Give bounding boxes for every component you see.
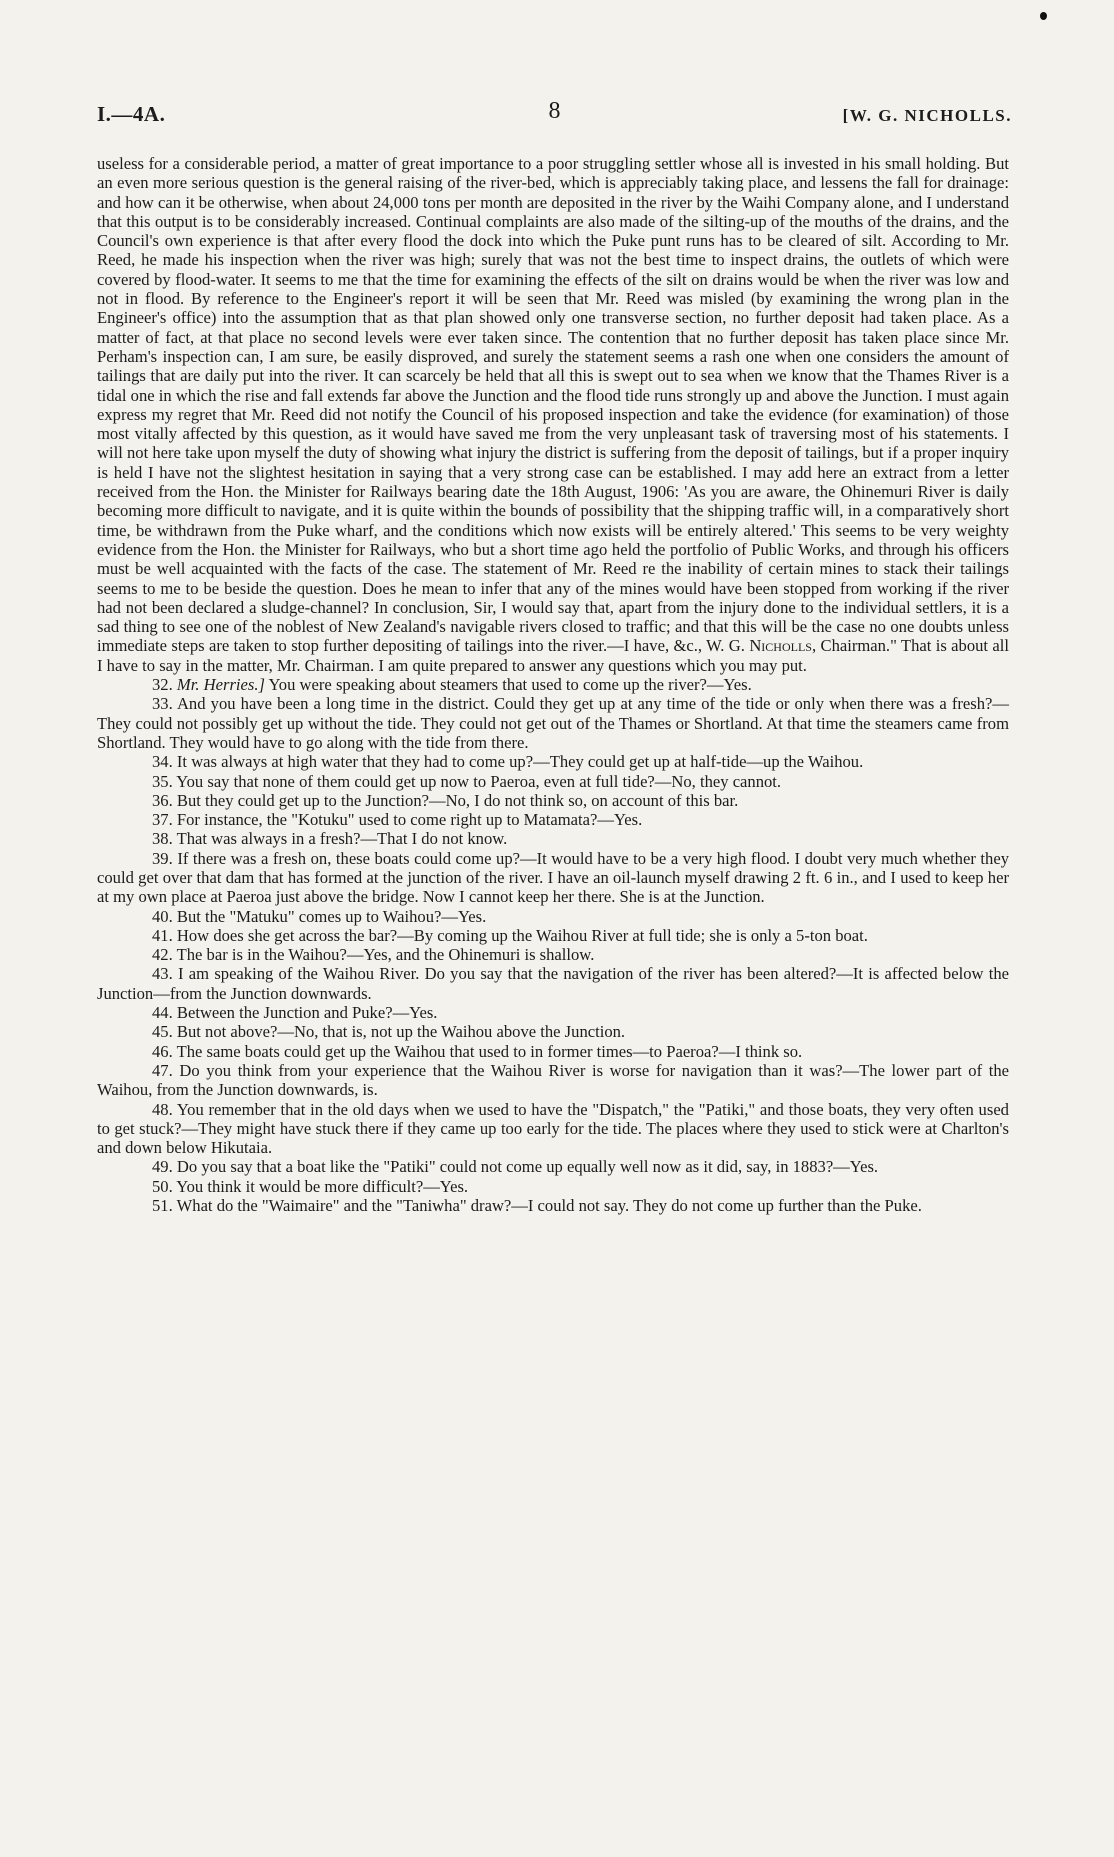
question-text: But they could get up to the Junction?—No, I do not think so, on account of this bar. xyxy=(176,790,739,810)
question-number: 41. xyxy=(152,925,173,945)
question-number: 33. xyxy=(152,694,173,714)
question-paragraph xyxy=(97,675,1009,694)
question-number: 37. xyxy=(152,810,173,830)
question-number: 39. xyxy=(152,848,173,868)
question-paragraph xyxy=(97,694,1009,752)
question-text: The same boats could get up the Waihou that used to in former times—to Paeroa?—I think so. xyxy=(176,1041,803,1061)
question-number: 34. xyxy=(152,752,173,772)
question-text: And you have been a long time in the district. Could they get up at any time of the tide or only when there was a fresh?—They could not possibly get up without the tide. They could not get out of the Thames or Shortland. At that time the steamers came from Shortland. They would have to go along with the tide from there. xyxy=(97,694,1009,752)
question-number: 47. xyxy=(152,1060,173,1080)
witness-name: [W. G. NICHOLLS. xyxy=(842,106,1012,125)
ink-mark xyxy=(1040,12,1047,20)
letter-paragraph xyxy=(97,154,1009,675)
question-answer-list xyxy=(97,675,1009,1215)
question-paragraph xyxy=(97,1177,1009,1196)
question-number: 42. xyxy=(152,945,173,965)
letter-text: useless for a considerable period, a matter of great importance to a poor struggling settler whose all is invested in his small holding. But an even more serious question is the general raising of the river-bed, which is appreciably taking place, and lessens the fall for drainage: and how can it be otherwise, when about 24,000 tons per month are deposited in the river by the Waihi Company alone, and I understand that this output is to be considerably increased. Continual complaints are also made of the silting-up of the mouths of the drains, and the Council's own experience is that after every flood the dock into which the Puke punt runs has to be cleared of silt. According to Mr. Reed, he made his inspection when the river was high; surely that was not the best time to inspect drains, the outlets of which were covered by flood-water. It seems to me that the time for examining the effects of the silt on drains would be when the river was low and not in flood. By reference to the Engineer's report it will be seen that Mr. Reed was misled (by examining the wrong plan in the Engineer's office) into the assumption that as that plan showed only one transverse section, no further deposit had taken place. As a matter of fact, at that place no second levels were ever taken since. The contention that no further deposit has taken place since Mr. Perham's inspection can, I am sure, be easily disproved, and surely the statement seems a rash one when one considers the amount of tailings that are daily put into the river. It can scarcely be held that all this is swept out to sea when we know that the Thames River is a tidal one in which the rise and fall extends far above the Junction and the flood tide runs strongly up and above the Junction. I must again express my regret that Mr. Reed did not notify the Council of his proposed inspection and take the evidence (for examination) of those most vitally affected by this question, as it would have saved me from the very unpleasant task of traversing most of his statements. I will not here take upon myself the duty of showing what injury the district is suffering from the deposit of tailings, but if a proper inquiry is held I have not the slightest hesitation in saying that a very strong case can be established. I may add here an extract from a letter received from the Hon. the Minister for Railways bearing date the 18th August, 1906: 'As you are aware, the Ohinemuri River is daily becoming more difficult to navigate, and it is quite within the bounds of possibility that the shipping traffic will, in a comparatively short time, be withdrawn from the Puke wharf, and the conditions which now exists will be entirely altered.' This seems to be very weighty evidence from the Hon. the Minister for Railways, who but a short time ago held the portfolio of Public Works, and through his officers must be well acquainted with the facts of the case. The statement of Mr. Reed re the inability of certain mines to stack their tailings seems to me to be beside the question. Does he mean to infer that any of the mines would have been stopped from working if the river had not been declared a sludge-channel? In conclusion, Sir, I would say that, apart from the injury done to the individual settlers, it is a sad thing to see one of the noblest of New Zealand's navigable rivers closed to traffic; and that this will be the case no one doubts unless immediate steps are taken to stop further depositing of tailings into the river.—I have, &c., W. G. xyxy=(97,154,1009,656)
question-paragraph xyxy=(97,772,1009,791)
question-text: For instance, the "Kotuku" used to come right up to Matamata?—Yes. xyxy=(176,810,643,830)
question-text: That was always in a fresh?—That I do not know. xyxy=(176,829,508,849)
question-number: 38. xyxy=(152,829,173,849)
question-paragraph xyxy=(97,945,1009,964)
page-number: 8 xyxy=(548,98,561,124)
question-paragraph xyxy=(97,829,1009,848)
question-text: But the "Matuku" comes up to Waihou?—Yes. xyxy=(176,906,487,926)
question-text: The bar is in the Waihou?—Yes, and the Ohinemuri is shallow. xyxy=(176,945,595,965)
question-number: 36. xyxy=(152,790,173,810)
document-reference: I.—4A. xyxy=(97,102,166,126)
question-text: How does she get across the bar?—By coming up the Waihou River at full tide; she is only a 5-ton boat. xyxy=(176,925,868,945)
question-number: 32. xyxy=(152,675,173,695)
question-text: I am speaking of the Waihou River. Do you say that the navigation of the river has been altered?—It is affected below the Junction—from the Junction downwards. xyxy=(97,964,1009,1003)
letter-close: , Chairman." That is about all I have to say in the matter, Mr. Chairman. I am quite prepared to answer any questions which you may put. xyxy=(97,636,1009,675)
question-text: It was always at high water that they had to come up?—They could get up at half-tide—up the Waihou. xyxy=(176,752,864,772)
question-paragraph xyxy=(97,752,1009,771)
question-text: Do you think from your experience that the Waihou River is worse for navigation than it was?—The lower part of the Waihou, from the Junction downwards, is. xyxy=(97,1060,1009,1100)
question-paragraph xyxy=(97,1003,1009,1022)
question-number: 44. xyxy=(152,1003,173,1023)
question-paragraph xyxy=(97,1061,1009,1100)
question-text: Do you say that a boat like the "Patiki" could not come up equally well now as it did, say, in 1883?—Yes. xyxy=(176,1157,879,1177)
question-number: 43. xyxy=(152,964,173,984)
question-number: 35. xyxy=(152,771,173,791)
question-paragraph xyxy=(97,1042,1009,1061)
question-number: 49. xyxy=(152,1157,173,1177)
document-body xyxy=(97,154,1009,1215)
question-paragraph xyxy=(97,926,1009,945)
question-number: 48. xyxy=(152,1099,173,1119)
question-paragraph xyxy=(97,907,1009,926)
question-text: If there was a fresh on, these boats could come up?—It would have to be a very high flood. I doubt very much whether they could get over that dam that has formed at the junction of the river. I have an oil-launch myself drawing 2 ft. 6 in., and I used to keep her at my own place at Paeroa just above the bridge. Now I cannot keep her there. She is at the Junction. xyxy=(97,848,1009,907)
question-text: You say that none of them could get up now to Paeroa, even at full tide?—No, they cannot. xyxy=(176,771,782,791)
question-paragraph xyxy=(97,849,1009,907)
question-number: 50. xyxy=(152,1176,173,1196)
question-text: You were speaking about steamers that used to come up the river?—Yes. xyxy=(264,675,752,695)
signature-name: Nicholls xyxy=(749,636,812,656)
question-number: 45. xyxy=(152,1022,173,1042)
question-paragraph xyxy=(97,964,1009,1003)
question-text: What do the "Waimaire" and the "Taniwha" draw?—I could not say. They do not come up further than the Puke. xyxy=(176,1196,922,1216)
question-text: You remember that in the old days when we used to have the "Dispatch," the "Patiki," and those boats, they very often used to get stuck?—They might have stuck there if they came up too early for the tide. The places where they used to stick were at Charlton's and down below Hikutaia. xyxy=(97,1099,1009,1158)
question-text: You think it would be more difficult?—Yes. xyxy=(176,1176,469,1196)
page-header xyxy=(97,98,1012,132)
question-paragraph xyxy=(97,1100,1009,1158)
question-number: 40. xyxy=(152,906,173,926)
question-number: 51. xyxy=(152,1196,173,1216)
question-paragraph xyxy=(97,791,1009,810)
question-number: 46. xyxy=(152,1041,173,1061)
question-paragraph xyxy=(97,1022,1009,1041)
question-paragraph xyxy=(97,1196,1009,1215)
question-paragraph xyxy=(97,1157,1009,1176)
questioner-name: Mr. Herries.] xyxy=(176,675,265,695)
question-text: Between the Junction and Puke?—Yes. xyxy=(176,1003,438,1023)
question-text: But not above?—No, that is, not up the Waihou above the Junction. xyxy=(176,1022,626,1042)
question-paragraph xyxy=(97,810,1009,829)
